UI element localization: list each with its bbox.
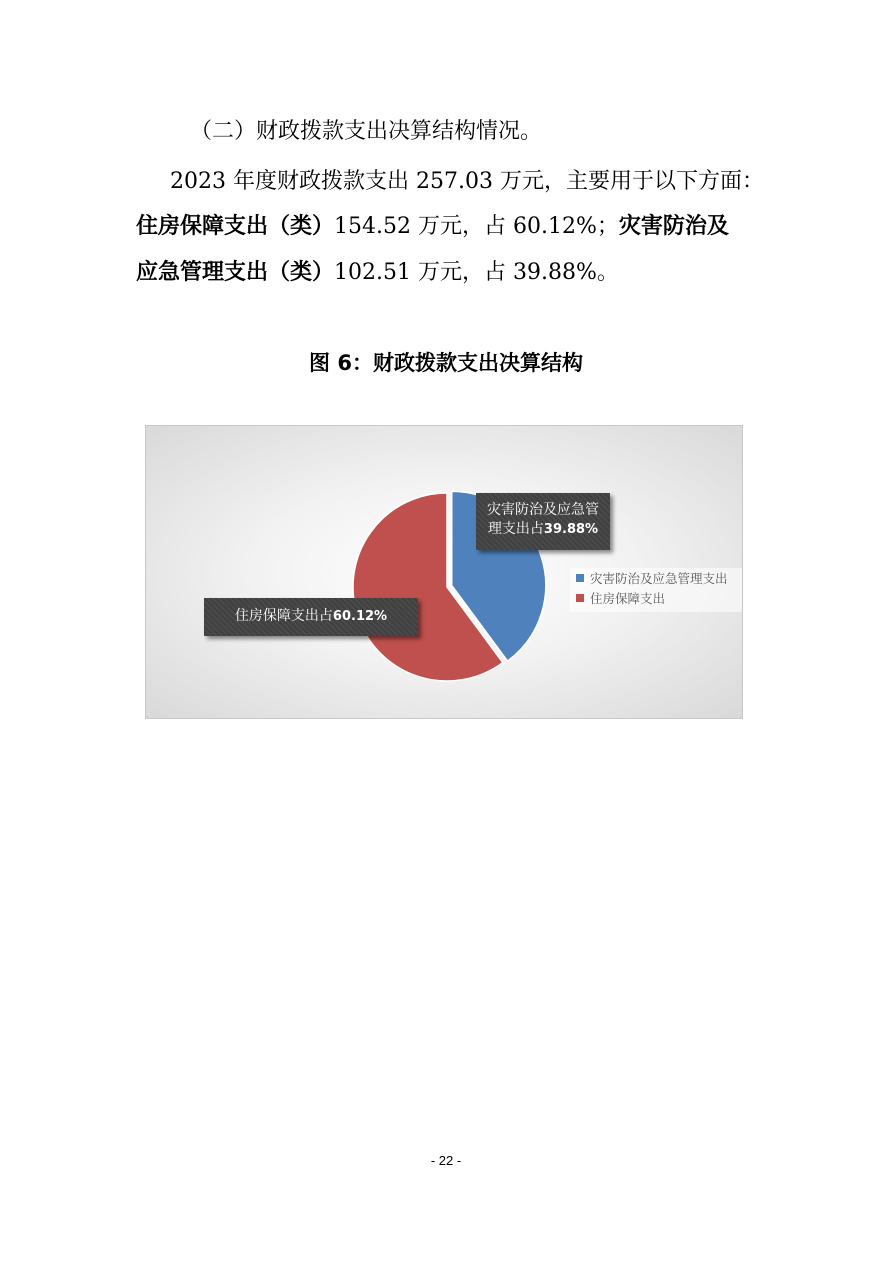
disaster-label-part2: 应急管理支出（类） <box>136 259 335 285</box>
data-label-housing-pct: 60.12% <box>332 609 388 624</box>
figure-title: 图 6：财政拨款支出决算结构 <box>309 351 583 375</box>
housing-line <box>136 211 729 242</box>
legend-swatch-disaster <box>576 574 584 582</box>
data-label-housing-text: 住房保障支出占 <box>234 608 333 624</box>
section-heading: （二）财政拨款支出决算结构情况。 <box>190 119 543 144</box>
disaster-line <box>136 257 619 288</box>
data-label-disaster-pct: 39.88% <box>543 522 599 537</box>
housing-label: 住房保障支出（类） <box>136 213 335 239</box>
data-label-disaster-line1: 灾害防治及应急管 <box>487 502 599 518</box>
disaster-label-part1: 灾害防治及 <box>618 213 729 239</box>
disaster-text: 102.51 万元，占 39.88%。 <box>334 260 619 285</box>
data-label-housing <box>204 598 418 636</box>
data-label-disaster <box>476 493 610 550</box>
legend-label-housing: 住房保障支出 <box>590 591 666 606</box>
housing-text: 154.52 万元，占 60.12%； <box>334 214 619 239</box>
page-number: - 22 - <box>430 1153 462 1168</box>
legend-item-disaster <box>576 571 728 587</box>
legend-label-disaster: 灾害防治及应急管理支出 <box>590 571 728 586</box>
legend-item-housing <box>576 591 665 607</box>
intro-paragraph: 2023 年度财政拨款支出 257.03 万元，主要用于以下方面： <box>170 169 764 194</box>
pie-chart <box>145 425 743 719</box>
data-label-disaster-text: 理支出占 <box>487 521 544 537</box>
legend-swatch-housing <box>576 594 584 602</box>
chart-legend <box>570 568 742 612</box>
